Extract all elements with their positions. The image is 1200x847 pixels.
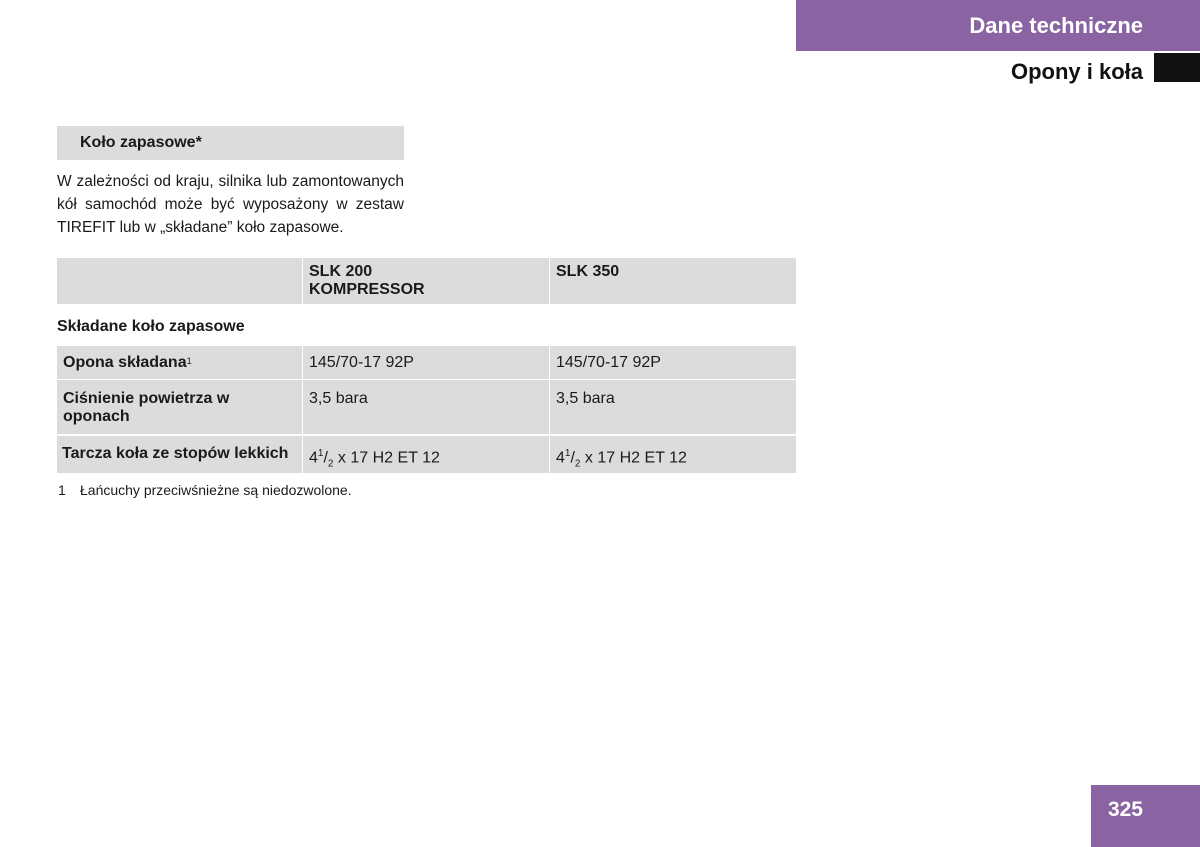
page-number — [1091, 785, 1200, 847]
subsection-title: Składane koło zapasowe — [57, 318, 245, 335]
table-header-slk350: SLK 350 — [550, 258, 796, 304]
section-title: Opony i koła — [1010, 59, 1143, 84]
table-cell: 3,5 bara — [303, 380, 549, 434]
spare-wheel-intro: W zależności od kraju, silnika lub zamontowanych kół samochód może być wyposażony w zestaw TIREFIT lub w „składane” koło zapasowe. — [57, 173, 404, 236]
table-row-label — [57, 380, 302, 434]
table-cell: $4^1/_2$ x 17 H2 ET 12 — [550, 436, 796, 473]
page-number-text: 325 — [1107, 798, 1143, 821]
chapter-tab — [796, 0, 1200, 51]
row-label-alloy-wheel: Tarcza koła ze stopów lekkich — [62, 445, 289, 462]
table-row-label — [57, 436, 302, 473]
table-cell: 145/70-17 92P — [550, 346, 796, 379]
table-cell: 145/70-17 92P — [303, 346, 549, 379]
footnote — [58, 482, 352, 498]
row-label-tire-pressure: Ciśnienie powietrza w oponach — [63, 390, 230, 425]
table-cell: 3,5 bara — [550, 380, 796, 434]
footnote-number: 1 — [58, 482, 66, 498]
spare-wheel-heading — [57, 126, 404, 160]
section-marker — [1154, 53, 1200, 82]
spare-wheel-heading-text: Koło zapasowe* — [80, 134, 202, 151]
chapter-title: Dane techniczne — [969, 12, 1143, 38]
table-row-label — [57, 346, 302, 379]
footnote-text: Łańcuchy przeciwśnieżne są niedozwolone. — [80, 482, 352, 498]
table-header-slk200: SLK 200 KOMPRESSOR — [303, 258, 549, 304]
table-header-empty — [57, 258, 302, 304]
table-cell: $4^1/_2$ x 17 H2 ET 12 — [303, 436, 549, 473]
footnote-mark: 1 — [186, 356, 192, 366]
row-label-folding-tire: Opona składana — [63, 354, 187, 371]
